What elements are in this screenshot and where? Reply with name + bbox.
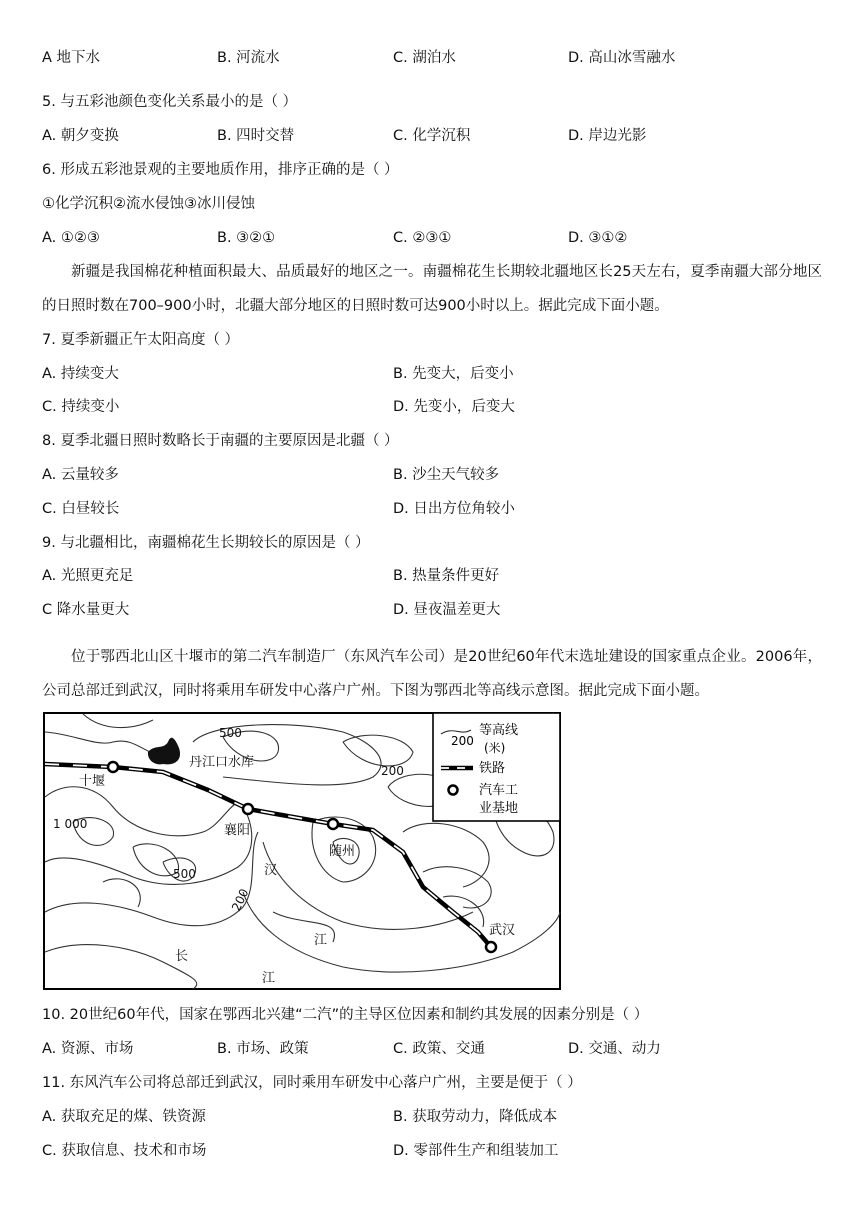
q5-option-c: C. 化学沉积 <box>393 128 471 144</box>
label-reservoir: 丹江口水库 <box>189 755 255 770</box>
q6-option-a: A. ①②③ <box>42 230 100 246</box>
label-wuhan: 武汉 <box>489 923 516 938</box>
contour-label-1000: 1 000 <box>53 817 88 831</box>
label-shiyan: 十堰 <box>79 774 106 789</box>
q8-option-c: C. 白昼较长 <box>42 501 120 517</box>
q7-stem: 7. 夏季新疆正午太阳高度（ ） <box>42 332 240 348</box>
q6-option-d: D. ③①② <box>568 230 628 246</box>
label-jiang1: 江 <box>314 933 328 948</box>
q9-option-a: A. 光照更充足 <box>42 568 134 584</box>
q5-option-d: D. 岸边光影 <box>568 128 647 144</box>
base-wuhan-marker <box>486 942 496 952</box>
legend-contour-label: 等高线 <box>479 723 519 738</box>
q6-items: ①化学沉积②流水侵蚀③冰川侵蚀 <box>42 196 255 212</box>
legend-base-line1: 汽车工 <box>479 783 519 798</box>
passage-xinjiang: 新疆是我国棉花种植面积最大、品质最好的地区之一。南疆棉花生长期较北疆地区长25天左右，夏季南疆大部分地区的日照时数在700–900小时，北疆大部分地区的日照时数可达900小时以上。据此完成下面小题。 <box>42 264 822 314</box>
q11-option-d: D. 零部件生产和组装加工 <box>393 1143 559 1159</box>
contour-label-500a: 500 <box>219 726 242 740</box>
label-han: 汉 <box>264 863 278 878</box>
q10-option-b: B. 市场、政策 <box>217 1041 309 1057</box>
label-chang: 长 <box>175 949 189 964</box>
q7-option-c: C. 持续变小 <box>42 399 120 415</box>
q7-option-b: B. 先变大，后变小 <box>393 366 514 382</box>
q5-option-b: B. 四时交替 <box>217 128 295 144</box>
q11-stem: 11. 东风汽车公司将总部迁到武汉，同时乘用车研发中心落户广州，主要是便于（ ） <box>42 1075 582 1091</box>
q11-option-a: A. 获取充足的煤、铁资源 <box>42 1109 206 1125</box>
contour-map <box>43 712 561 990</box>
q10-stem: 10. 20世纪60年代，国家在鄂西北兴建“二汽”的主导区位因素和制约其发展的因素分别是（ ） <box>42 1007 649 1023</box>
label-suizhou: 随州 <box>329 844 356 859</box>
q6-stem: 6. 形成五彩池景观的主要地质作用，排序正确的是（ ） <box>42 162 399 178</box>
q9-stem: 9. 与北疆相比，南疆棉花生长期较长的原因是（ ） <box>42 535 370 551</box>
legend-base-line2: 业基地 <box>479 801 519 816</box>
q8-option-d: D. 日出方位角较小 <box>393 501 515 517</box>
contour-label-200b: 200 <box>229 886 252 914</box>
q7-option-d: D. 先变小，后变大 <box>393 399 515 415</box>
q10-option-a: A. 资源、市场 <box>42 1041 134 1057</box>
base-shiyan-marker <box>108 762 118 772</box>
q9-option-d: D. 昼夜温差更大 <box>393 602 501 618</box>
legend-contour-unit: (米) <box>484 741 506 755</box>
label-jiang2: 江 <box>262 971 276 986</box>
q6-option-c: C. ②③① <box>393 230 452 246</box>
q5-stem: 5. 与五彩池颜色变化关系最小的是（ ） <box>42 94 298 110</box>
q4-option-c: C. 湖泊水 <box>393 50 456 66</box>
q9-option-c: C 降水量更大 <box>42 602 130 618</box>
q11-option-b: B. 获取劳动力，降低成本 <box>393 1109 558 1125</box>
q4-option-a: A 地下水 <box>42 50 101 66</box>
q9-option-b: B. 热量条件更好 <box>393 568 500 584</box>
map-legend <box>433 713 560 821</box>
legend-contour-value: 200 <box>451 734 474 748</box>
q4-option-b: B. 河流水 <box>217 50 280 66</box>
q7-option-a: A. 持续变大 <box>42 366 119 382</box>
q11-option-c: C. 获取信息、技术和市场 <box>42 1143 207 1159</box>
passage-dongfeng: 位于鄂西北山区十堰市的第二汽车制造厂（东风汽车公司）是20世纪60年代末选址建设的国家重点企业。2006年，公司总部迁到武汉，同时将乘用车研发中心落户广州。下图为鄂西北等高线示意图。据此完成下面小题。 <box>42 649 822 699</box>
base-xiangyang-marker <box>243 804 253 814</box>
q8-stem: 8. 夏季北疆日照时数略长于南疆的主要原因是北疆（ ） <box>42 433 399 449</box>
q10-option-d: D. 交通、动力 <box>568 1041 661 1057</box>
q5-option-a: A. 朝夕变换 <box>42 128 119 144</box>
q4-option-d: D. 高山冰雪融水 <box>568 50 676 66</box>
q8-option-a: A. 云量较多 <box>42 467 119 483</box>
contour-label-500b: 500 <box>173 867 196 881</box>
contour-label-200a: 200 <box>381 764 404 778</box>
q10-option-c: C. 政策、交通 <box>393 1041 485 1057</box>
base-suizhou-marker <box>328 819 338 829</box>
label-xiangyang: 襄阳 <box>224 823 251 838</box>
q8-option-b: B. 沙尘天气较多 <box>393 467 500 483</box>
legend-railway: 铁路 <box>479 761 506 776</box>
q6-option-b: B. ③②① <box>217 230 276 246</box>
